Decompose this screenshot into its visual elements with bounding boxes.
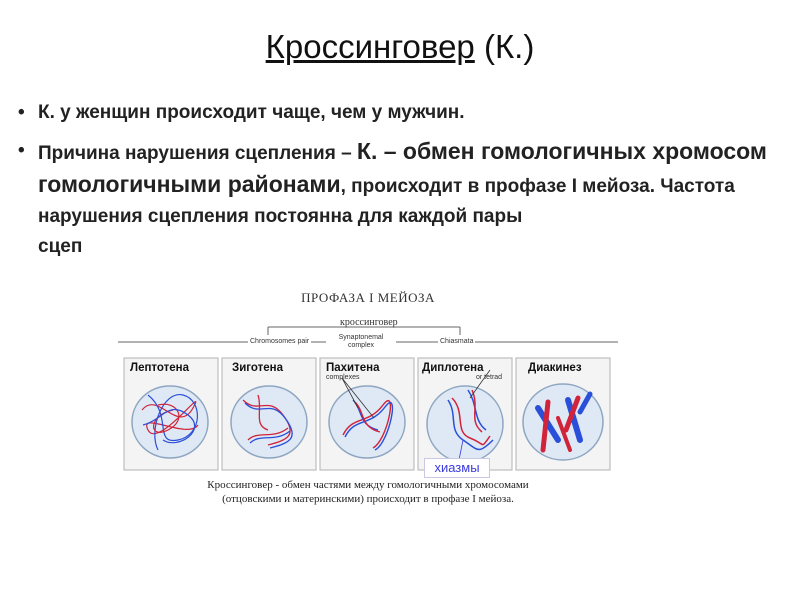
panel-label-leptotene: Лептотена [130, 362, 189, 374]
top-label: кроссинговер [340, 317, 398, 328]
panel-label-diakinesis: Диакинез [528, 362, 582, 374]
panel-label-diplotene: Диплотена [422, 362, 484, 374]
title-rest: (К.) [474, 28, 535, 65]
panel-label-pachytene: Пахитена [326, 362, 380, 374]
bullet-1 [18, 98, 778, 128]
chiasma-label: хиазмы [424, 458, 490, 478]
stage-note-2: Synaptonemal complex [326, 334, 396, 350]
bullet-2 [18, 136, 778, 262]
meiosis-prophase-figure [118, 290, 618, 505]
bullet-list [18, 98, 778, 262]
bullet-1-text: К. у женщин происходит чаще, чем у мужчин. [38, 102, 465, 123]
stage-note-1: Chromosomes pair [250, 338, 310, 345]
bullet-2-part2: К. – обмен гомологичных хромосом гомологичными районами [38, 138, 767, 197]
bullet-2-part1: Причина нарушения сцепления – [38, 143, 357, 164]
caption-line-1: Кроссинговер - обмен частями между гомологичными хромосомами [207, 479, 529, 491]
diplotene-note: or tetrad [476, 374, 503, 381]
bullet-2-tail: сцеп [38, 236, 83, 257]
stage-note-3: Chiasmata [440, 338, 474, 345]
slide-title [0, 28, 800, 66]
title-underlined: Кроссинговер [265, 28, 475, 65]
bullet-2-part3: , происходит в профазе I мейоза. Частота нарушения сцепления постоянна для каждой пары [38, 176, 735, 227]
panel-label-zygotene: Зиготена [232, 362, 284, 374]
caption-line-2: (отцовскими и материнскими) происходит в профазе I мейоза. [222, 493, 514, 505]
pachytene-note: complexes [326, 374, 360, 381]
figure-heading: ПРОФАЗА I МЕЙОЗА [301, 290, 435, 305]
